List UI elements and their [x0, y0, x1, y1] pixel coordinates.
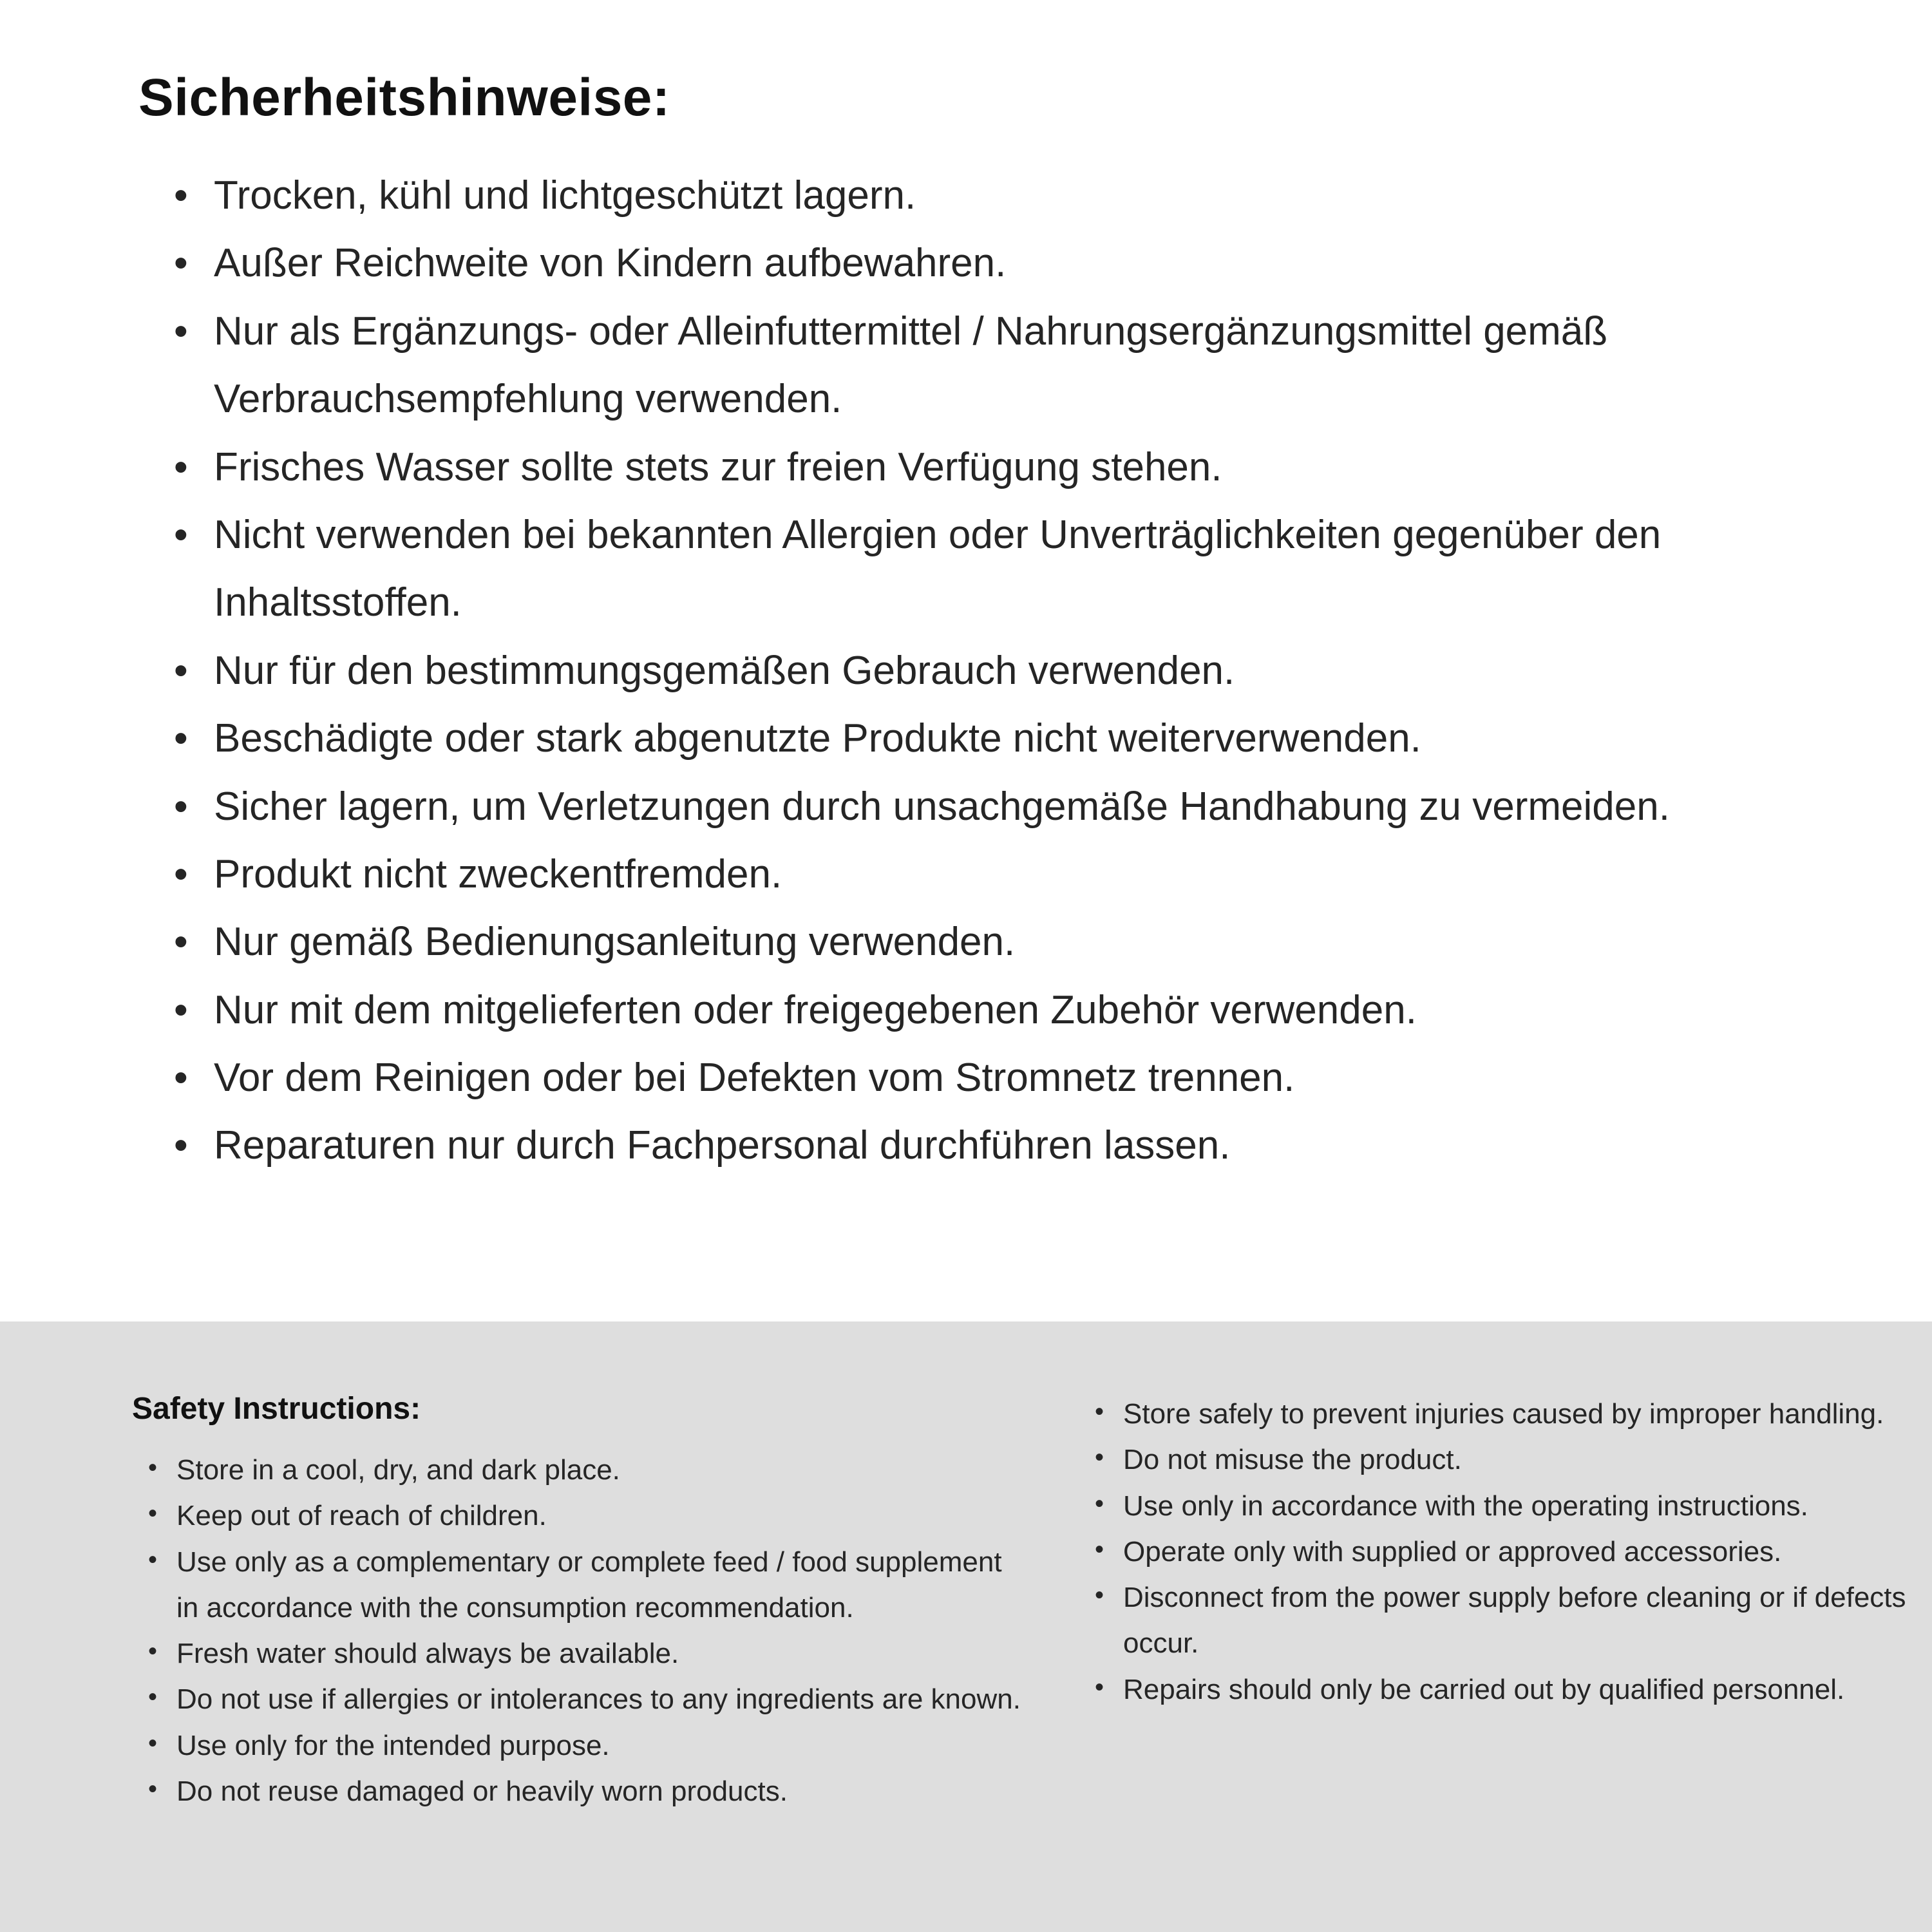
list-item: • Außer Reichweite von Kindern aufbewahren. — [174, 229, 1823, 297]
english-section-title: Safety Instructions: — [132, 1392, 421, 1426]
list-item: • Vor dem Reinigen oder bei Defekten vom Stromnetz trennen. — [174, 1044, 1823, 1112]
list-item: • Frisches Wasser sollte stets zur freien Verfügung stehen. — [174, 433, 1823, 501]
list-item: • Nicht verwenden bei bekannten Allergien oder Unverträglichkeiten gegenüber den Inhaltsstoffen. — [174, 501, 1823, 637]
list-item: • Store in a cool, dry, and dark place. — [148, 1447, 1024, 1493]
list-item: • Nur mit dem mitgelieferten oder freigegebenen Zubehör verwenden. — [174, 976, 1823, 1044]
list-item: • Do not reuse damaged or heavily worn products. — [148, 1768, 1024, 1814]
list-item: • Disconnect from the power supply before cleaning or if defects occur. — [1095, 1575, 1922, 1667]
list-item: • Reparaturen nur durch Fachpersonal durchführen lassen. — [174, 1112, 1823, 1179]
list-item: • Fresh water should always be available. — [148, 1631, 1024, 1676]
list-item: • Use only for the intended purpose. — [148, 1723, 1024, 1768]
list-item: • Beschädigte oder stark abgenutzte Produkte nicht weiterverwenden. — [174, 705, 1823, 772]
english-safety-section — [0, 1321, 1932, 1932]
german-section-title: Sicherheitshinweise: — [138, 68, 670, 127]
english-safety-list-left — [132, 1447, 1024, 1814]
list-item: • Nur als Ergänzungs- oder Alleinfuttermittel / Nahrungsergänzungsmittel gemäß Verbrauchsempfehlung verwenden. — [174, 298, 1823, 433]
english-right-column — [1079, 1391, 1922, 1932]
list-item: • Nur gemäß Bedienungsanleitung verwenden. — [174, 908, 1823, 976]
list-item: • Operate only with supplied or approved accessories. — [1095, 1529, 1922, 1575]
list-item: • Do not misuse the product. — [1095, 1437, 1922, 1482]
list-item: • Trocken, kühl und lichtgeschützt lagern. — [174, 162, 1823, 229]
english-left-column — [132, 1391, 1024, 1932]
list-item: • Sicher lagern, um Verletzungen durch unsachgemäße Handhabung zu vermeiden. — [174, 773, 1823, 840]
list-item: • Nur für den bestimmungsgemäßen Gebrauch verwenden. — [174, 637, 1823, 705]
list-item: • Store safely to prevent injuries caused by improper handling. — [1095, 1391, 1922, 1437]
german-safety-list — [138, 162, 1823, 1180]
list-item: • Keep out of reach of children. — [148, 1493, 1024, 1539]
list-item: • Produkt nicht zweckentfremden. — [174, 840, 1823, 908]
list-item: • Repairs should only be carried out by qualified personnel. — [1095, 1667, 1922, 1712]
list-item: • Use only in accordance with the operating instructions. — [1095, 1483, 1922, 1529]
list-item: • Do not use if allergies or intolerances to any ingredients are known. — [148, 1676, 1024, 1722]
list-item: • Use only as a complementary or complete feed / food supplement in accordance with the consumption recommendation. — [148, 1539, 1024, 1631]
english-safety-list-right — [1079, 1391, 1922, 1712]
